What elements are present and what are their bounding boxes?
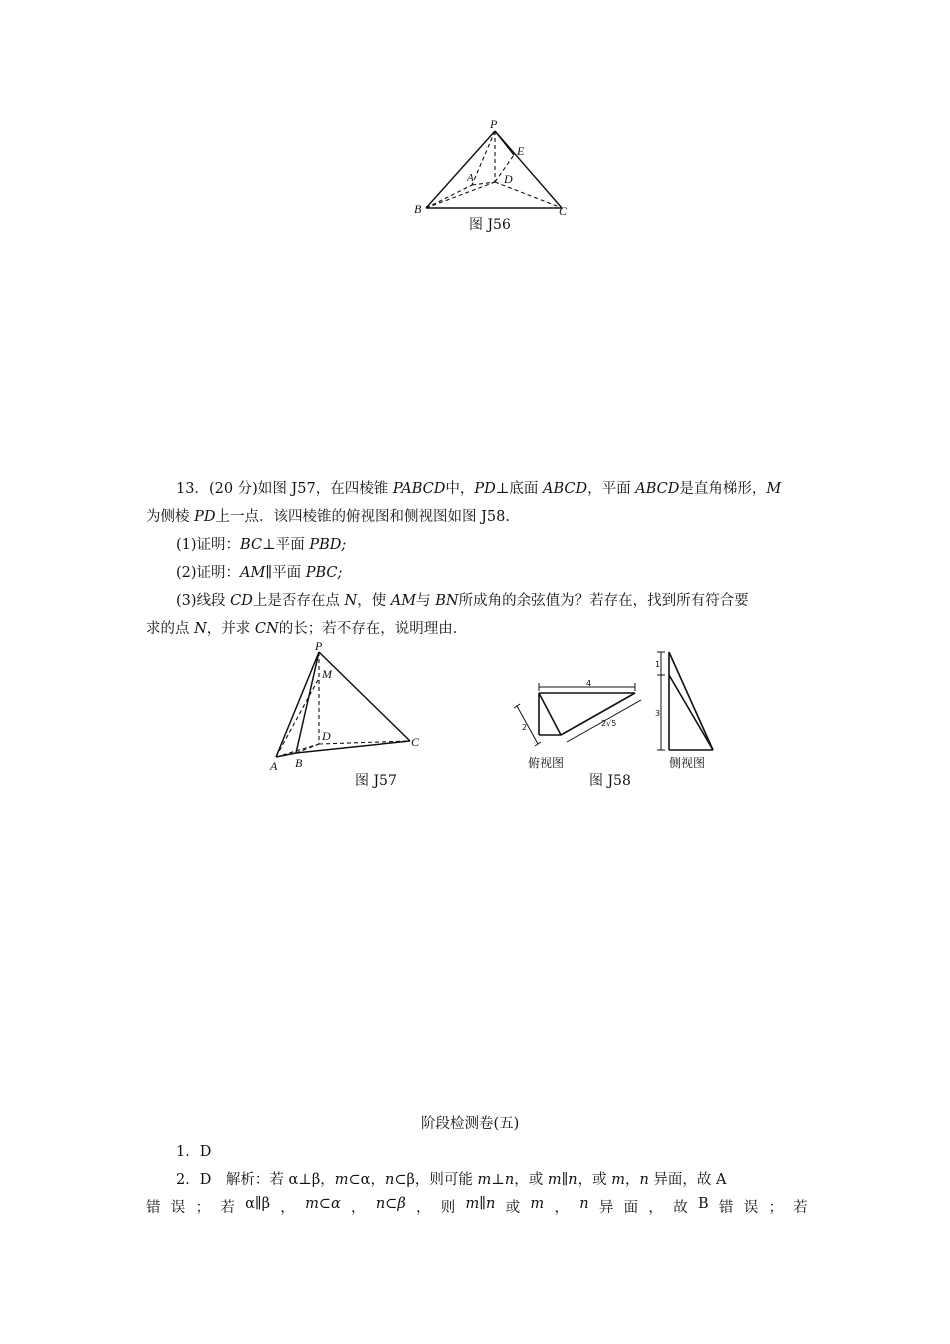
caption-j56: 图 J56 xyxy=(469,217,511,233)
answer-2-line-1: 2．D 解析：若 α⊥β，m⊂α，n⊂β，则可能 m⊥n，或 m∥n，或 m，n 异面，故 A xyxy=(176,1172,727,1188)
answer-2-line-2: 错 误 ； 若 α∥β ， m⊂α ， n⊂β ， 则 m∥n 或 m ， n 异 面 ， 故 B 错 误 ； 若 xyxy=(146,1196,808,1216)
label-j57-b: B xyxy=(295,756,303,770)
caption-j57: 图 J57 xyxy=(355,773,397,789)
label-j57-a: A xyxy=(270,759,278,773)
label-j56-c: C xyxy=(559,204,568,218)
problem-13-part-1: (1)证明：BC⊥平面 PBD; xyxy=(176,537,347,553)
answer-1: 1．D xyxy=(176,1144,212,1160)
problem-13-line-1: 13．(20 分)如图 J57，在四棱锥 PABCD中，PD⊥底面 ABCD，平面 ABCD是直角梯形，M xyxy=(176,481,782,497)
label-top-view: 俯视图 xyxy=(528,756,565,770)
label-j57-p: P xyxy=(315,640,323,653)
answers-title: 阶段检测卷(五) xyxy=(421,1116,520,1132)
label-j56-b: B xyxy=(414,202,422,216)
dim-left-length: 2 xyxy=(522,723,528,732)
label-side-view: 侧视图 xyxy=(669,756,706,770)
label-j56-e: E xyxy=(517,144,525,158)
dim-diagonal-length: 2√5 xyxy=(601,719,617,728)
problem-13-part-3-cont: 求的点 N，并求 CN的长；若不存在，说明理由． xyxy=(146,621,468,637)
caption-j58: 图 J58 xyxy=(589,773,631,789)
dim-top-length: 4 xyxy=(586,679,592,688)
dim-side-top: 1 xyxy=(655,660,661,669)
problem-13-part-3: (3)线段 CD上是否存在点 N，使 AM与 BN所成角的余弦值为？若存在，找到所有符合要 xyxy=(176,593,749,609)
label-j56-d: D xyxy=(504,172,513,186)
label-j57-c: C xyxy=(411,735,420,749)
dim-side-main: 3 xyxy=(655,709,661,718)
figure-j57 xyxy=(264,640,429,775)
label-j57-d: D xyxy=(322,729,331,743)
label-j56-p: P xyxy=(490,117,498,131)
figure-j56 xyxy=(400,115,590,220)
problem-13-part-2: (2)证明：AM∥平面 PBC; xyxy=(176,565,343,581)
label-j57-m: M xyxy=(322,667,332,681)
problem-13-line-2: 为侧棱 PD上一点．该四棱锥的俯视图和侧视图如图 J58. xyxy=(146,509,510,525)
label-j56-a: A xyxy=(467,172,474,184)
